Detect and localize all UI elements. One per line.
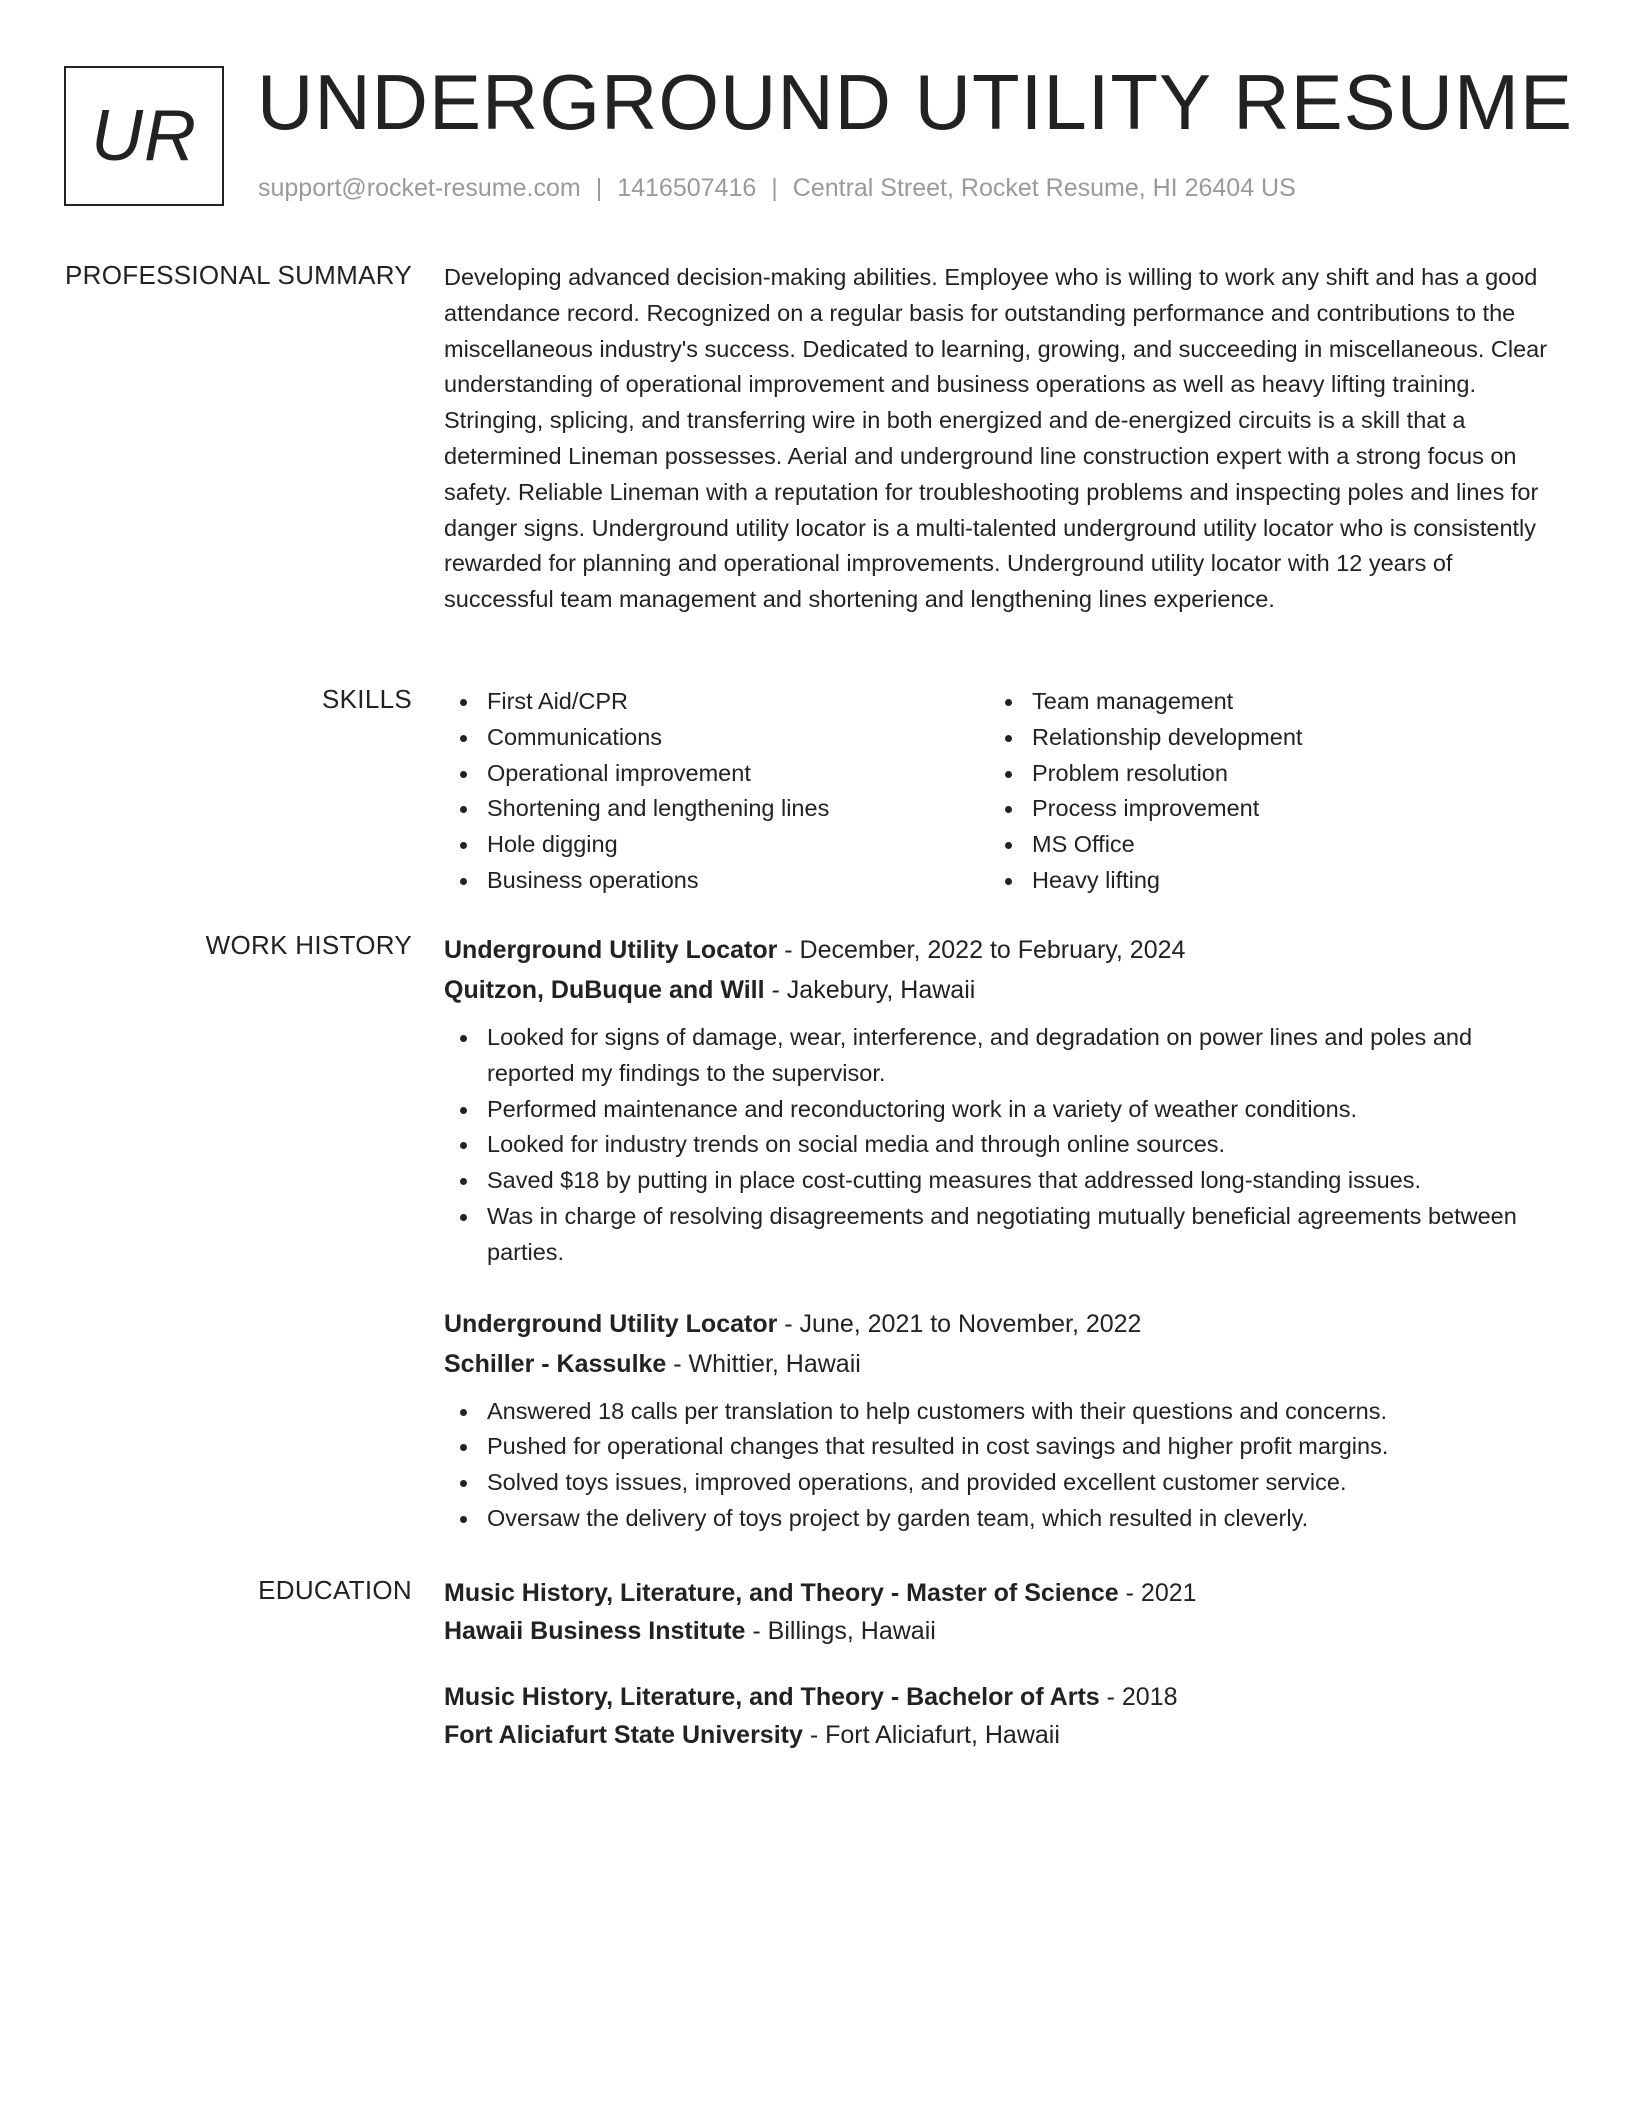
job-bullet: Saved $18 by putting in place cost-cutting measures that addressed long-standing issues. [444, 1163, 1560, 1199]
job-location: - Whittier, Hawaii [666, 1349, 861, 1378]
job-title-line [444, 1304, 1560, 1344]
school-line [444, 1613, 1560, 1651]
degree-line [444, 1575, 1560, 1613]
job-entry [444, 930, 1560, 1271]
school: Fort Aliciafurt State University [444, 1720, 803, 1749]
contact-phone[interactable]: 1416507416 [617, 174, 757, 202]
skill-item: First Aid/CPR [444, 684, 989, 720]
job-company-line [444, 970, 1560, 1010]
job-bullet: Pushed for operational changes that resulted in cost savings and higher profit margins. [444, 1429, 1560, 1465]
school-line [444, 1717, 1560, 1755]
job-company-line [444, 1344, 1560, 1384]
skills-heading: SKILLS [322, 684, 412, 714]
contact-address: Central Street, Rocket Resume, HI 26404 US [792, 174, 1296, 202]
job-bullet: Looked for industry trends on social media and through online sources. [444, 1127, 1560, 1163]
job-title-line [444, 930, 1560, 970]
monogram-box [64, 66, 224, 206]
contact-separator: | [595, 174, 603, 202]
skill-item: Heavy lifting [989, 863, 1534, 899]
skill-item: Operational improvement [444, 756, 989, 792]
school: Hawaii Business Institute [444, 1616, 746, 1645]
degree: Music History, Literature, and Theory - Master of Science [444, 1579, 1119, 1607]
work-history-heading: WORK HISTORY [205, 930, 412, 960]
skill-item: Problem resolution [989, 756, 1534, 792]
job-bullets [444, 1020, 1560, 1271]
job-bullet: Solved toys issues, improved operations, and provided excellent customer service. [444, 1465, 1560, 1501]
skill-item: MS Office [989, 827, 1534, 863]
job-bullet: Performed maintenance and reconductoring work in a variety of weather conditions. [444, 1092, 1560, 1128]
skill-item: Hole digging [444, 827, 989, 863]
job-bullets [444, 1394, 1560, 1537]
job-location: - Jakebury, Hawaii [764, 976, 976, 1004]
skill-item: Process improvement [989, 791, 1534, 827]
job-dates: - June, 2021 to November, 2022 [777, 1309, 1142, 1338]
skill-item: Relationship development [989, 720, 1534, 756]
skill-item: Communications [444, 720, 989, 756]
degree-line [444, 1679, 1560, 1717]
graduation-year: - 2021 [1118, 1579, 1197, 1607]
summary-text: Developing advanced decision-making abilities. Employee who is willing to work any shift and has a good attendance record. Recognized on a regular basis for outstanding performance and contributions to the miscellaneous industry's success. Dedicated to learning, growing, and succeeding in miscellaneous. Clear understanding of operational improvement and business operations as well as heavy lifting training. Stringing, splicing, and transferring wire in both energized and de-energized circuits is a skill that a determined Lineman possesses. Aerial and underground line construction expert with a strong focus on safety. Reliable Lineman with a reputation for troubleshooting problems and inspecting poles and lines for danger signs. Underground utility locator is a multi-talented underground utility locator who is consistently rewarded for planning and operational improvements. Underground utility locator with 12 years of successful team management and shortening and lengthening lines experience. [444, 264, 1548, 613]
graduation-year: - 2018 [1099, 1683, 1178, 1711]
education-heading: EDUCATION [258, 1575, 412, 1605]
skills-column-right [989, 684, 1534, 899]
education-entry [444, 1679, 1560, 1754]
degree: Music History, Literature, and Theory - Bachelor of Arts [444, 1683, 1100, 1711]
monogram-initials: UR [91, 96, 197, 176]
education-entry [444, 1575, 1560, 1650]
school-location: - Fort Aliciafurt, Hawaii [802, 1720, 1060, 1749]
job-bullet: Looked for signs of damage, wear, interference, and degradation on power lines and poles and reported my findings to the supervisor. [444, 1020, 1560, 1092]
summary-heading: PROFESSIONAL SUMMARY [65, 260, 412, 290]
job-dates: - December, 2022 to February, 2024 [777, 936, 1186, 964]
job-bullet: Was in charge of resolving disagreements and negotiating mutually beneficial agreements between parties. [444, 1199, 1560, 1271]
contact-email[interactable]: support@rocket-resume.com [258, 174, 581, 202]
contact-separator: | [771, 174, 778, 202]
contact-line [258, 174, 1296, 203]
job-bullet: Oversaw the delivery of toys project by garden team, which resulted in cleverly. [444, 1501, 1560, 1537]
job-entry [444, 1304, 1560, 1537]
skills-column-left [444, 684, 989, 899]
job-company: Schiller - Kassulke [444, 1349, 667, 1378]
school-location: - Billings, Hawaii [745, 1616, 936, 1645]
skill-item: Business operations [444, 863, 989, 899]
resume-title: UNDERGROUND UTILITY RESUME [257, 58, 1574, 146]
job-company: Quitzon, DuBuque and Will [444, 976, 765, 1004]
skill-item: Shortening and lengthening lines [444, 791, 989, 827]
job-title: Underground Utility Locator [444, 1309, 778, 1338]
skill-item: Team management [989, 684, 1534, 720]
job-bullet: Answered 18 calls per translation to help customers with their questions and concerns. [444, 1394, 1560, 1430]
job-title: Underground Utility Locator [444, 936, 778, 964]
